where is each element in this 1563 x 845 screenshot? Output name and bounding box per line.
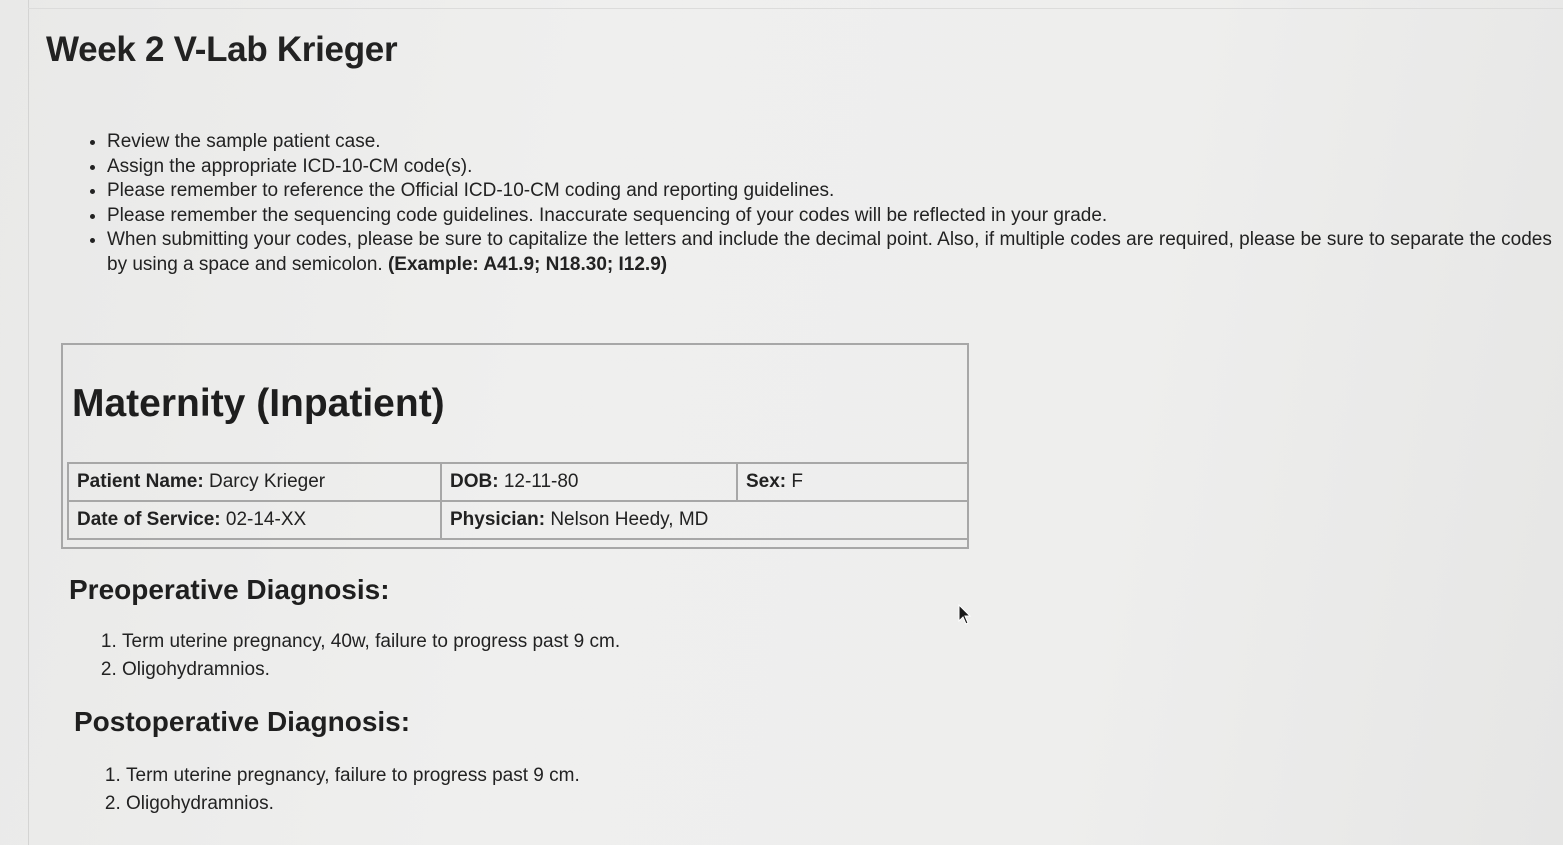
date-of-service-label: Date of Service: bbox=[77, 509, 221, 530]
patient-name-cell bbox=[68, 463, 441, 501]
date-of-service-value: 02-14-XX bbox=[225, 509, 307, 530]
instruction-item bbox=[107, 179, 1563, 204]
instruction-item bbox=[107, 155, 1563, 180]
patient-info-table bbox=[67, 462, 969, 540]
sex-value: F bbox=[791, 471, 804, 492]
postoperative-heading: Postoperative Diagnosis: bbox=[74, 706, 411, 737]
patient-name-label: Patient Name: bbox=[77, 471, 204, 492]
dob-value: 12-11-80 bbox=[503, 471, 579, 492]
instruction-item bbox=[107, 228, 1563, 277]
instruction-text: Review the sample patient case. bbox=[107, 131, 381, 152]
physician-value: Nelson Heedy, MD bbox=[550, 509, 709, 530]
page-title: Week 2 V-Lab Krieger bbox=[46, 30, 398, 69]
preoperative-list bbox=[102, 628, 620, 684]
instruction-text: Please remember the sequencing code guidelines. Inaccurate sequencing of your codes will be reflected in your grade. bbox=[107, 204, 1108, 226]
instructions-list bbox=[85, 130, 1563, 277]
case-title: Maternity (Inpatient) bbox=[72, 382, 445, 425]
diagnosis-item: 2. Oligohydramnios. bbox=[122, 656, 620, 684]
diagnosis-item: 1. Term uterine pregnancy, failure to progress past 9 cm. bbox=[126, 762, 580, 790]
sex-cell bbox=[737, 463, 968, 501]
patient-name-value: Darcy Krieger bbox=[208, 471, 326, 492]
diagnosis-item: 1. Term uterine pregnancy, 40w, failure to progress past 9 cm. bbox=[122, 628, 620, 656]
page-left-edge bbox=[28, 0, 29, 845]
instruction-item bbox=[107, 204, 1563, 229]
physician-cell bbox=[441, 501, 968, 539]
preoperative-heading: Preoperative Diagnosis: bbox=[69, 574, 390, 605]
instruction-item bbox=[107, 130, 1563, 155]
instruction-text: Assign the appropriate ICD-10-CM code(s). bbox=[107, 155, 473, 177]
instruction-text: Please remember to reference the Official ICD-10-CM coding and reporting guidelines. bbox=[107, 180, 835, 201]
postoperative-list bbox=[106, 762, 580, 818]
dob-cell bbox=[441, 463, 737, 501]
page-top-edge bbox=[28, 8, 1563, 9]
sex-label: Sex: bbox=[746, 471, 787, 492]
instruction-text: When submitting your codes, please be sure to capitalize the letters and include the decimal point. Also, if multiple codes are required, please be sure to separate the codes by using a space and semicolon. bbox=[107, 229, 1552, 275]
physician-label: Physician: bbox=[450, 509, 546, 530]
patient-info-row bbox=[68, 463, 968, 501]
dob-label: DOB: bbox=[450, 471, 499, 492]
date-of-service-cell bbox=[68, 501, 441, 539]
patient-info-row bbox=[68, 501, 968, 539]
diagnosis-item: 2. Oligohydramnios. bbox=[126, 790, 580, 818]
mouse-pointer-icon bbox=[958, 604, 972, 626]
code-format-example: (Example: A41.9; N18.30; I12.9) bbox=[387, 253, 668, 275]
